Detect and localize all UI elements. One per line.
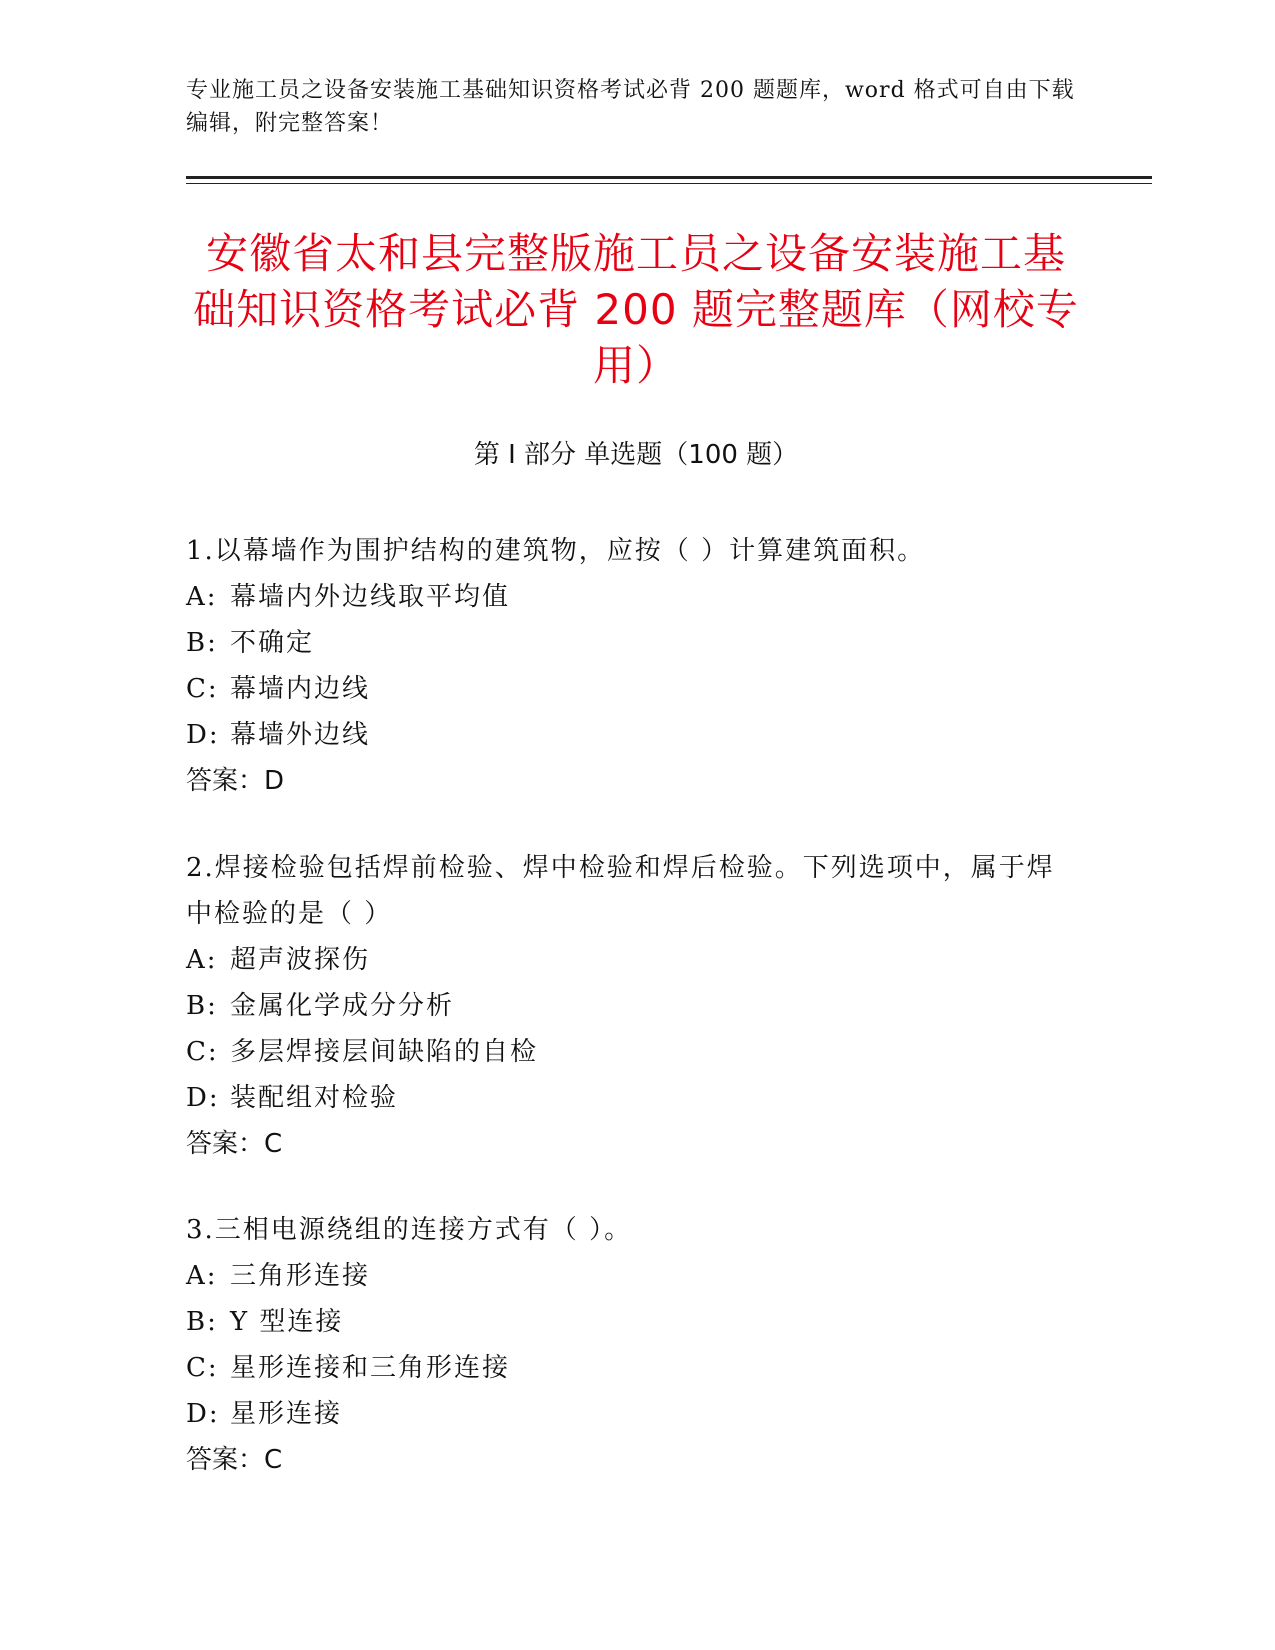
option-text: 三角形连接 bbox=[230, 1261, 371, 1291]
answer-line: 答案：C bbox=[186, 1445, 283, 1475]
option-text: 装配组对检验 bbox=[230, 1083, 399, 1113]
option-letter: B: bbox=[186, 1307, 218, 1337]
question-stem: 2.焊接检验包括焊前检验、焊中检验和焊后检验。下列选项中，属于焊中检验的是（ ） bbox=[186, 853, 1055, 929]
option-text: 金属化学成分分析 bbox=[230, 991, 455, 1021]
option-text: 多层焊接层间缺陷的自检 bbox=[230, 1037, 539, 1067]
option-text: 星形连接 bbox=[230, 1399, 343, 1429]
question-1 bbox=[186, 528, 1066, 804]
option-letter: D: bbox=[186, 1083, 220, 1113]
option-letter: A: bbox=[186, 945, 218, 975]
document-title: 安徽省太和县完整版施工员之设备安装施工基础知识资格考试必背 200 题完整题库（网校专用） bbox=[193, 229, 1079, 390]
answer-line: 答案：D bbox=[186, 766, 285, 796]
question-2 bbox=[186, 845, 1066, 1167]
option-d bbox=[186, 1391, 1066, 1437]
option-letter: B: bbox=[186, 628, 218, 658]
question-3 bbox=[186, 1207, 1066, 1483]
option-text: 幕墙内外边线取平均值 bbox=[230, 582, 511, 612]
option-text: 星形连接和三角形连接 bbox=[230, 1353, 511, 1383]
option-text: 幕墙外边线 bbox=[230, 720, 371, 750]
option-b bbox=[186, 1299, 1066, 1345]
option-a bbox=[186, 574, 1066, 620]
option-letter: C: bbox=[186, 1353, 219, 1383]
header-rule-thick bbox=[186, 176, 1152, 179]
option-text: 幕墙内边线 bbox=[230, 674, 371, 704]
option-a bbox=[186, 937, 1066, 983]
option-b bbox=[186, 983, 1066, 1029]
option-letter: D: bbox=[186, 720, 220, 750]
header-note: 专业施工员之设备安装施工基础知识资格考试必背 200 题题库，word 格式可自由下载编辑，附完整答案！ bbox=[186, 78, 1075, 136]
option-letter: C: bbox=[186, 674, 219, 704]
option-letter: A: bbox=[186, 582, 218, 612]
section-title: 第 I 部分 单选题（100 题） bbox=[473, 440, 799, 470]
option-letter: A: bbox=[186, 1261, 218, 1291]
option-c bbox=[186, 666, 1066, 712]
option-d bbox=[186, 712, 1066, 758]
answer-line: 答案：C bbox=[186, 1129, 283, 1159]
option-text: 超声波探伤 bbox=[230, 945, 371, 975]
option-letter: C: bbox=[186, 1037, 219, 1067]
option-a bbox=[186, 1253, 1066, 1299]
header-rule-thin bbox=[186, 183, 1152, 184]
option-d bbox=[186, 1075, 1066, 1121]
option-letter: D: bbox=[186, 1399, 220, 1429]
option-b bbox=[186, 620, 1066, 666]
question-stem: 3.三相电源绕组的连接方式有（ ）。 bbox=[186, 1215, 633, 1245]
option-c bbox=[186, 1345, 1066, 1391]
question-stem: 1.以幕墙作为围护结构的建筑物，应按（ ）计算建筑面积。 bbox=[186, 536, 926, 566]
option-letter: B: bbox=[186, 991, 218, 1021]
option-text: 不确定 bbox=[230, 628, 315, 658]
option-text: Y 型连接 bbox=[230, 1307, 344, 1337]
option-c bbox=[186, 1029, 1066, 1075]
